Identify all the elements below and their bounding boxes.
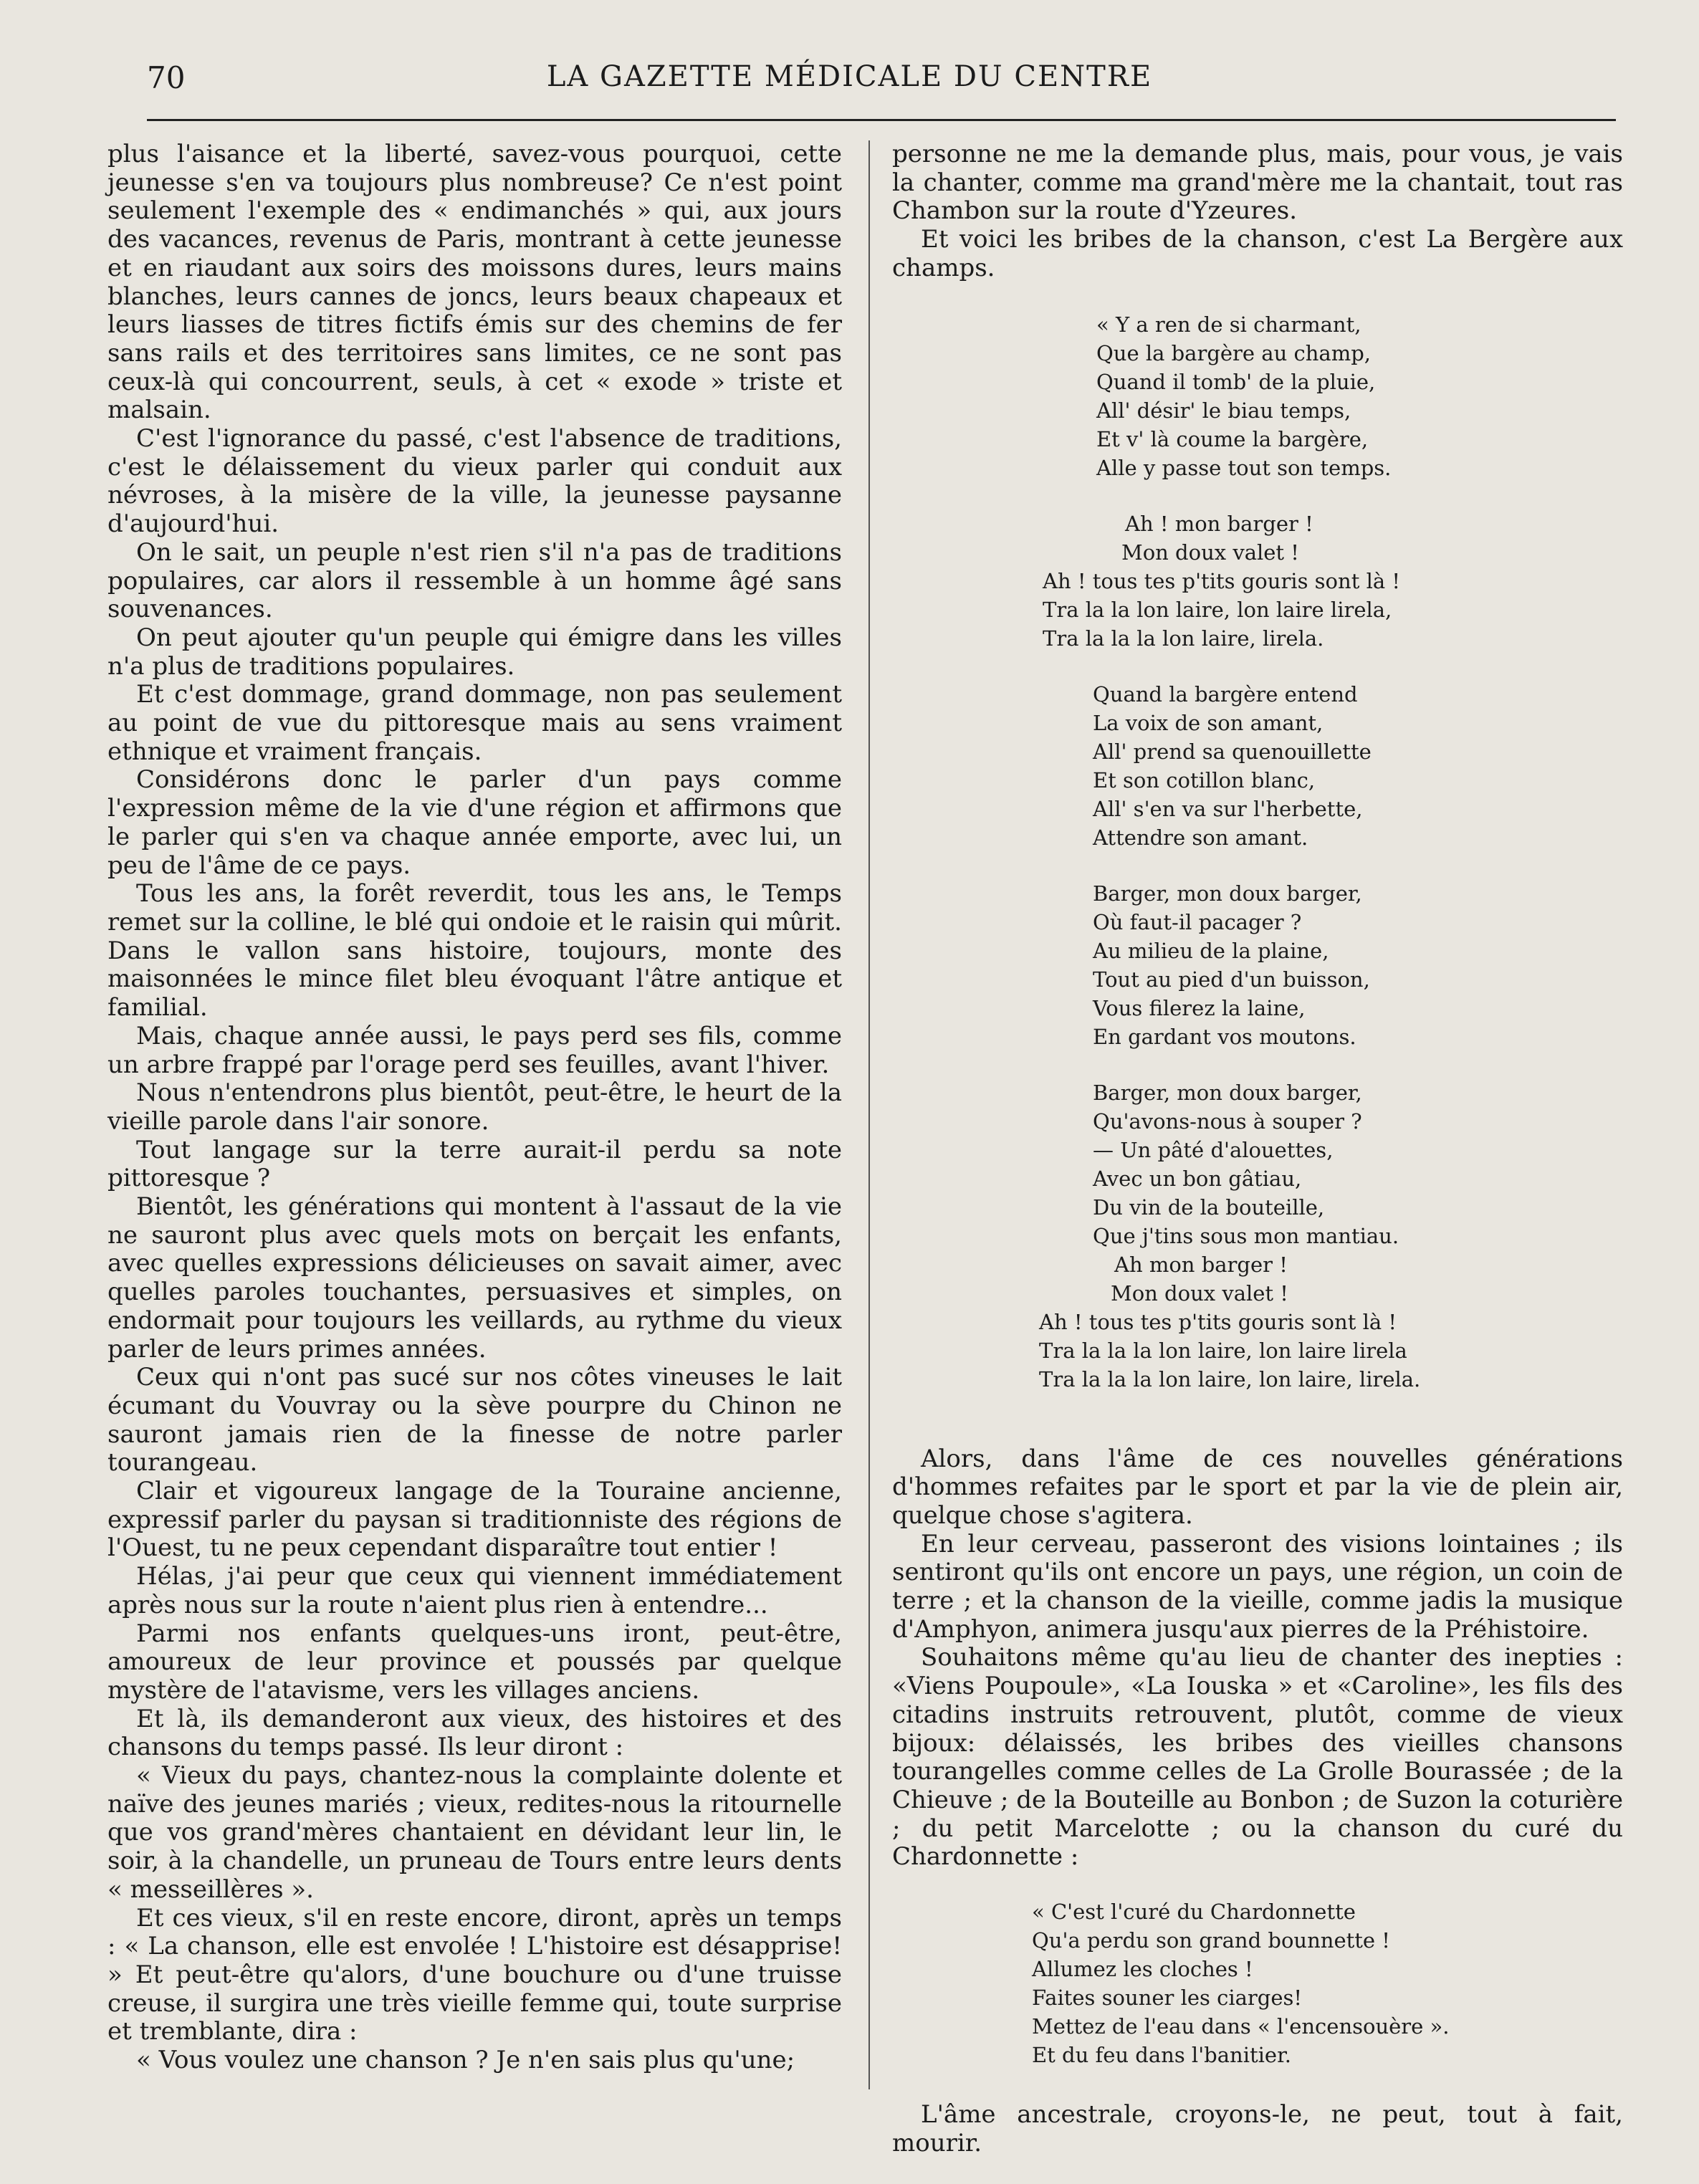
paragraph: Clair et vigoureux langage de la Touraine ancienne, expressif parler du paysan si traditionniste des régions de l'Ouest, tu ne peux cependant disparaître tout entier ! [107, 1477, 842, 1563]
song-chardonnette [892, 1897, 1623, 2069]
verse-line: Barger, mon doux barger, [1093, 881, 1362, 906]
verse-line: Barger, mon doux barger, [1093, 1080, 1362, 1105]
verse-line: Avec un bon gâtiau, [1093, 1166, 1302, 1191]
verse-line: Où faut-il pacager ? [1093, 909, 1302, 934]
paragraph: Nous n'entendrons plus bientôt, peut-être, le heurt de la vieille parole dans l'air sonore. [107, 1078, 842, 1136]
paragraph: Bientôt, les générations qui montent à l'assaut de la vie ne sauront plus avec quels mots on berçait les enfants, avec quelles expressions délicieuses on savait aimer, avec quelles paroles touchantes, persuasives et simples, on endormait pour toujours les veillards, au rythme du vieux parler de leurs primes années. [107, 1192, 842, 1364]
verse-line: Ah ! mon barger ! [1125, 511, 1313, 536]
verse-refrain [892, 1250, 1623, 1394]
verse-line: Tra la la lon laire, lon laire lirela, [1043, 597, 1392, 622]
verse-line: All' désir' le biau temps, [1096, 398, 1351, 423]
verse-line: Quand il tomb' de la pluie, [1096, 369, 1376, 394]
paragraph: « Vous voulez une chanson ? Je n'en sais plus qu'une; [136, 2046, 795, 2075]
verse-line: En gardant vos moutons. [1093, 1024, 1356, 1049]
verse-line: Alle y passe tout son temps. [1096, 455, 1392, 480]
verse-line: Tra la la la lon laire, lon laire lirela [1039, 1338, 1407, 1363]
verse-line: — Un pâté d'alouettes, [1093, 1137, 1334, 1162]
page-header [0, 60, 1699, 103]
verse-line: Du vin de la bouteille, [1093, 1194, 1325, 1220]
verse-line: « C'est l'curé du Chardonnette [1032, 1900, 1356, 1925]
paragraph: Ceux qui n'ont pas sucé sur nos côtes vineuses le lait écumant du Vouvray ou la sève pourpre du Chinon ne sauront jamais rien de la finesse de notre parler tourangeau. [107, 1363, 842, 1477]
verse-line: Et v' là coume la bargère, [1096, 426, 1369, 451]
paragraph: Considérons donc le parler d'un pays comme l'expression même de la vie d'une région et affirmons que le parler qui s'en va chaque année emporte, avec lui, un peu de l'âme de ce pays. [107, 765, 842, 880]
verse-line: Au milieu de la plaine, [1093, 938, 1329, 963]
verse-line: Allumez les cloches ! [1032, 1957, 1253, 1982]
verse-line: All' prend sa quenouillette [1093, 739, 1372, 764]
verse-line: Quand la bargère entend [1093, 681, 1358, 707]
verse-line: Qu'avons-nous à souper ? [1093, 1108, 1362, 1134]
paragraph: Et voici les bribes de la chanson, c'est La Bergère aux champs. [892, 225, 1623, 282]
verse-line: Vous filerez la laine, [1093, 995, 1306, 1020]
paragraph: Et là, ils demanderont aux vieux, des histoires et des chansons du temps passé. Ils leur diront : [107, 1704, 842, 1762]
verse-line: Ah ! tous tes p'tits gouris sont là ! [1043, 568, 1401, 593]
paragraph: C'est l'ignorance du passé, c'est l'absence de traditions, c'est le délaissement du vieux parler qui conduit aux névroses, à la misère de la ville, la jeunesse paysanne d'aujourd'hui. [107, 424, 842, 539]
paragraph: On le sait, un peuple n'est rien s'il n'a pas de traditions populaires, car alors il ressemble à un homme âgé sans souvenances. [107, 537, 842, 624]
paragraph: Tous les ans, la forêt reverdit, tous les ans, le Temps remet sur la colline, le blé qui ondoie et le raisin qui mûrit. Dans le vallon sans histoire, toujours, monte des maisonnées le mince filet bleu évoquant l'âtre antique et familial. [107, 879, 842, 1022]
paragraph: Alors, dans l'âme de ces nouvelles générations d'hommes refaites par le sport et par la vie de plein air, quelque chose s'agitera. [892, 1444, 1623, 1530]
verse-line: Tout au pied d'un buisson, [1093, 967, 1370, 992]
paragraph: Mais, chaque année aussi, le pays perd ses fils, comme un arbre frappé par l'orage perd ses feuilles, avant l'hiver. [107, 1021, 842, 1079]
paragraph: « Vieux du pays, chantez-nous la complainte dolente et naïve des jeunes mariés ; vieux, redites-nous la ritournelle que vos grand'mères chantaient en dévidant leur lin, le soir, à la chandelle, un pruneau de Tours entre leurs dents « messeillères ». [107, 1761, 842, 1904]
verse-refrain [892, 509, 1623, 653]
verse-line: Qu'a perdu son grand bounnette ! [1032, 1928, 1390, 1953]
paragraph: plus l'aisance et la liberté, savez-vous pourquoi, cette jeunesse s'en va toujours plus nombreuse? Ce n'est point seulement l'exemple des « endimanchés » qui, aux jours des vacances, revenus de Paris, montrant à cette jeunesse et en riaudant aux soirs des moissons dures, leurs mains blanches, leurs cannes de joncs, leurs beaux chapeaux et leurs liasses de titres fictifs émis sur des chemins de fer sans rails et des territoires sans limites, ce ne sont pas ceux-là qui concourrent, seuls, à cet « exode » triste et malsain. [107, 140, 842, 425]
header-rule [147, 119, 1616, 121]
verse-stanza [892, 310, 1623, 482]
paragraph: Et c'est dommage, grand dommage, non pas seulement au point de vue du pittoresque mais au sens vraiment ethnique et vraiment français. [107, 680, 842, 766]
page-number: 70 [147, 60, 186, 95]
paragraph: On peut ajouter qu'un peuple qui émigre dans les villes n'a plus de traditions populaires. [107, 623, 842, 681]
verse-line: Et son cotillon blanc, [1093, 767, 1316, 792]
paragraph: Hélas, j'ai peur que ceux qui viennent immédiatement après nous sur la route n'aient plus rien à entendre... [107, 1562, 842, 1619]
paragraph: Parmi nos enfants quelques-uns iront, peut-être, amoureux de leur province et poussés par quelque mystère de l'atavisme, vers les villages anciens. [107, 1619, 842, 1705]
verse-line: Tra la la la lon laire, lirela. [1043, 626, 1324, 651]
verse-line: All' s'en va sur l'herbette, [1093, 796, 1363, 821]
right-column [892, 140, 1623, 2157]
verse-line: Que la bargère au champ, [1096, 340, 1371, 365]
verse-line: Mon doux valet ! [1111, 1280, 1288, 1306]
verse-stanza [892, 1078, 1623, 1250]
verse-stanza [892, 879, 1623, 1051]
verse-line: Mon doux valet ! [1121, 540, 1299, 565]
verse-line: « Y a ren de si charmant, [1096, 312, 1361, 337]
paragraph: Et ces vieux, s'il en reste encore, diront, après un temps : « La chanson, elle est envolée ! L'histoire est désapprise! » Et peut-être qu'alors, d'une bouchure ou d'une truisse creuse, il surgira une très vieille femme qui, toute surprise et tremblante, dira : [107, 1903, 842, 2046]
verse-line: Que j'tins sous mon mantiau. [1093, 1223, 1399, 1248]
verse-line: Ah ! tous tes p'tits gouris sont là ! [1039, 1309, 1397, 1334]
verse-line: Attendre son amant. [1093, 825, 1308, 850]
left-column [107, 140, 842, 2075]
verse-line: Ah mon barger ! [1114, 1252, 1288, 1277]
column-divider [868, 140, 870, 2089]
verse-line: Faites souner les ciarges! [1032, 1986, 1303, 2011]
verse-line: Et du feu dans l'banitier. [1032, 2043, 1291, 2068]
paragraph: personne ne me la demande plus, mais, pour vous, je vais la chanter, comme ma grand'mère me la chantait, tout ras Chambon sur la route d'Yzeures. [892, 140, 1623, 226]
verse-line: Mettez de l'eau dans « l'encensouère ». [1032, 2014, 1450, 2039]
paragraph: Souhaitons même qu'au lieu de chanter des inepties : «Viens Poupoule», «La Iouska » et «Caroline», les fils des citadins instruits retrouvent, plutôt, comme de vieux bijoux: délaissés, les bribes des vieilles chansons tourangelles comme celles de La Grolle Bourassée ; de la Chieuve ; de la Bouteille au Bonbon ; de Suzon la coturière ; du petit Marcelotte ; ou la chanson du curé du Chardonnette : [892, 1643, 1623, 1872]
paragraph: En leur cerveau, passeront des visions lointaines ; ils sentiront qu'ils ont encore un pays, une région, un coin de terre ; et la chanson de la vieille, comme jadis la musique d'Amphyon, animera jusqu'aux pierres de la Préhistoire. [892, 1529, 1623, 1644]
verse-line: Tra la la la lon laire, lon laire, lirela. [1039, 1366, 1421, 1392]
verse-line: La voix de son amant, [1093, 710, 1324, 735]
paragraph: Tout langage sur la terre aurait-il perdu sa note pittoresque ? [107, 1135, 842, 1193]
song-bergere [892, 310, 1623, 1394]
journal-title: LA GAZETTE MÉDICALE DU CENTRE [546, 60, 1153, 93]
verse-stanza [892, 680, 1623, 852]
conclusion: L'âme ancestrale, croyons-le, ne peut, tout à fait, mourir. [892, 2100, 1623, 2157]
